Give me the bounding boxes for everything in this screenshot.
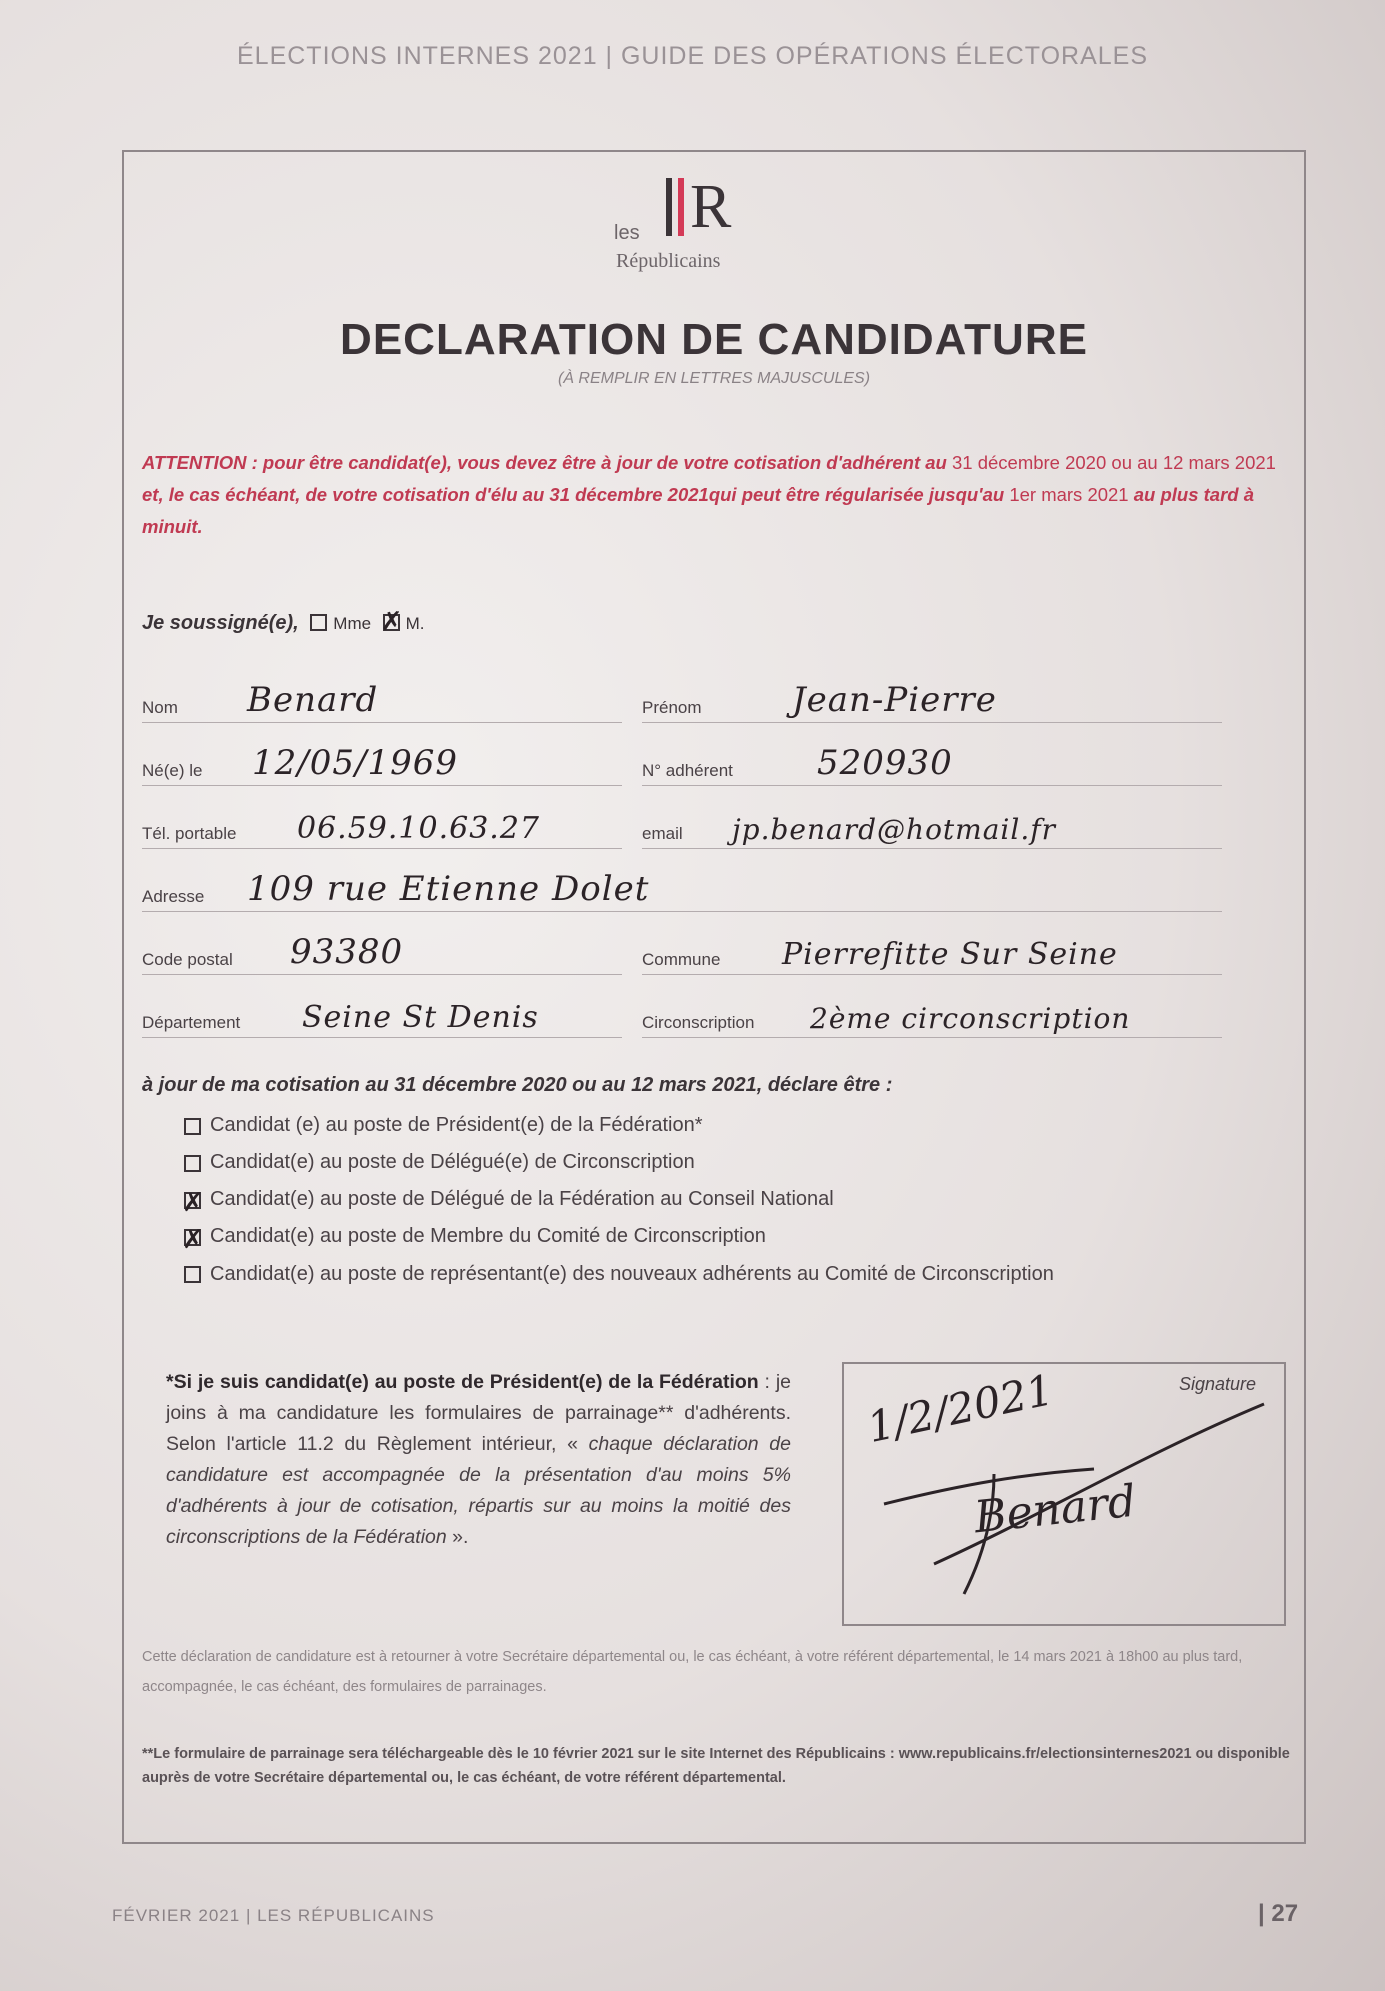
m-label: M. bbox=[405, 614, 425, 633]
page-number: | 27 bbox=[1258, 1900, 1299, 1927]
choice-checkbox[interactable] bbox=[184, 1229, 201, 1246]
logo-bar-red bbox=[678, 178, 684, 236]
adresse-label: Adresse bbox=[142, 887, 205, 906]
logo-bar-dark bbox=[666, 178, 672, 236]
candidature-choices bbox=[184, 1107, 1244, 1290]
tel-label: Tél. portable bbox=[142, 824, 237, 843]
code-postal-field[interactable] bbox=[142, 934, 622, 975]
choice-label: Candidat(e) au poste de Délégué de la Fédération au Conseil National bbox=[210, 1188, 834, 1210]
nom-field[interactable] bbox=[142, 682, 622, 723]
nom-value: Benard bbox=[247, 680, 379, 720]
attention-part-5: au plus tard à minuit. bbox=[142, 484, 1255, 537]
choice-membre-comite[interactable] bbox=[184, 1218, 1244, 1255]
adherent-value: 520930 bbox=[817, 743, 953, 783]
attention-part-2: 31 décembre 2020 ou au 12 mars 2021 bbox=[951, 452, 1276, 473]
commune-field[interactable] bbox=[642, 934, 1222, 975]
parrainage-link[interactable]: www.republicains.fr/electionsinternes2021 bbox=[898, 1746, 1192, 1762]
code-postal-label: Code postal bbox=[142, 950, 233, 969]
circonscription-label: Circonscription bbox=[642, 1013, 755, 1032]
choice-checkbox[interactable] bbox=[184, 1192, 201, 1209]
code-postal-value: 93380 bbox=[290, 932, 404, 972]
choice-label: Candidat(e) au poste de Membre du Comité de Circonscription bbox=[210, 1225, 766, 1247]
commune-value: Pierrefitte Sur Seine bbox=[782, 937, 1118, 972]
civility-mme[interactable] bbox=[310, 614, 371, 633]
signature-box[interactable] bbox=[842, 1362, 1286, 1626]
logo-monogram: R bbox=[690, 173, 732, 241]
choice-checkbox[interactable] bbox=[184, 1155, 201, 1172]
choice-delegue-circonscription[interactable] bbox=[184, 1144, 1244, 1181]
form-subtitle: (À REMPLIR EN LETTRES MAJUSCULES) bbox=[557, 370, 871, 387]
civility-m[interactable] bbox=[383, 614, 425, 633]
choice-label: Candidat (e) au poste de Président(e) de la Fédération* bbox=[210, 1114, 703, 1136]
tel-value: 06.59.10.63.27 bbox=[297, 811, 541, 846]
signature-date: 1/2/2021 bbox=[862, 1364, 1058, 1453]
attention-notice bbox=[142, 447, 1287, 543]
nom-label: Nom bbox=[142, 698, 178, 717]
commune-label: Commune bbox=[642, 950, 721, 969]
attention-part-4: 1er mars 2021 bbox=[1009, 484, 1129, 505]
choice-label: Candidat(e) au poste de représentant(e) des nouveaux adhérents au Comité de Circonscription bbox=[210, 1263, 1054, 1285]
note-bold: *Si je suis candidat(e) au poste de Président(e) de la Fédération bbox=[166, 1371, 759, 1393]
prenom-value: Jean-Pierre bbox=[792, 680, 997, 720]
email-field[interactable] bbox=[642, 808, 1222, 849]
party-logo bbox=[614, 172, 814, 282]
circonscription-field[interactable] bbox=[642, 997, 1222, 1038]
return-instructions: Cette déclaration de candidature est à retourner à votre Secrétaire départemental ou, le cas échéant, à votre référent départemental, le 14 mars 2021 à 18h00 au plus tard, accompagnée, le cas échéant, des formulaires de parrainages. bbox=[142, 1649, 1243, 1695]
parrainage-note-a: **Le formulaire de parrainage sera téléchargeable dès le 10 février 2021 sur le site Internet des Républicains : bbox=[142, 1746, 899, 1762]
adresse-field[interactable] bbox=[142, 871, 1222, 912]
soussigne-line bbox=[142, 612, 425, 635]
president-note bbox=[166, 1367, 791, 1553]
adresse-value: 109 rue Etienne Dolet bbox=[247, 869, 650, 909]
choice-delegue-conseil-national[interactable] bbox=[184, 1181, 1244, 1218]
logo-small-text: les bbox=[614, 222, 640, 244]
departement-field[interactable] bbox=[142, 997, 622, 1038]
note-text-2: ». bbox=[446, 1526, 469, 1548]
choice-checkbox[interactable] bbox=[184, 1118, 201, 1135]
form-frame bbox=[122, 150, 1306, 1844]
logo-big-text: Républicains bbox=[616, 250, 721, 272]
choice-label: Candidat(e) au poste de Délégué(e) de Circonscription bbox=[210, 1151, 695, 1173]
page-header: ÉLECTIONS INTERNES 2021 | GUIDE DES OPÉRATIONS ÉLECTORALES bbox=[236, 42, 1149, 70]
page-footer-left: FÉVRIER 2021 | LES RÉPUBLICAINS bbox=[112, 1906, 435, 1925]
signature-name: Benard bbox=[971, 1475, 1139, 1544]
naissance-value: 12/05/1969 bbox=[252, 743, 458, 783]
parrainage-note-b: ou disponible auprès de votre Secrétaire départemental ou, le cas échéant, de votre référent départemental. bbox=[142, 1746, 1290, 1786]
prenom-label: Prénom bbox=[642, 698, 702, 717]
departement-label: Département bbox=[142, 1013, 241, 1032]
choice-representant-nouveaux[interactable] bbox=[184, 1255, 1244, 1290]
attention-part-1: ATTENTION : pour être candidat(e), vous devez être à jour de votre cotisation d'adhérent au bbox=[142, 452, 952, 473]
email-value: jp.benard@hotmail.fr bbox=[732, 813, 1056, 846]
choice-checkbox[interactable] bbox=[184, 1266, 201, 1283]
soussigne-label: Je soussigné(e), bbox=[142, 612, 299, 634]
choice-president[interactable] bbox=[184, 1107, 1244, 1144]
circonscription-value: 2ème circonscription bbox=[810, 1002, 1131, 1035]
mme-checkbox[interactable] bbox=[310, 614, 327, 631]
naissance-field[interactable] bbox=[142, 745, 622, 786]
tel-field[interactable] bbox=[142, 808, 622, 849]
declare-statement: à jour de ma cotisation au 31 décembre 2020 ou au 12 mars 2021, déclare être : bbox=[142, 1074, 893, 1096]
naissance-label: Né(e) le bbox=[142, 761, 203, 780]
parrainage-note bbox=[142, 1742, 1292, 1790]
email-label: email bbox=[642, 824, 683, 843]
prenom-field[interactable] bbox=[642, 682, 1222, 723]
note-text-1: : je joins à ma candidature les formulaires de parrainage** d'adhérents. Selon l'article 11.2 du Règlement intérieur, « bbox=[166, 1371, 791, 1455]
adherent-label: N° adhérent bbox=[642, 761, 733, 780]
attention-part-3: et, le cas échéant, de votre cotisation d'élu au 31 décembre 2021qui peut être régularisée jusqu'au bbox=[142, 484, 1010, 505]
signature-label: Signature bbox=[1178, 1374, 1256, 1394]
departement-value: Seine St Denis bbox=[302, 1000, 539, 1035]
mme-label: Mme bbox=[333, 614, 372, 633]
form-title: DECLARATION DE CANDIDATURE bbox=[340, 315, 1088, 364]
note-italic: chaque déclaration de candidature est accompagnée de la présentation d'au moins 5% d'adhérents à jour de cotisation, répartis sur au moins la moitié des circonscriptions de la Fédération bbox=[166, 1433, 791, 1548]
adherent-field[interactable] bbox=[642, 745, 1222, 786]
m-checkbox[interactable] bbox=[383, 614, 400, 631]
